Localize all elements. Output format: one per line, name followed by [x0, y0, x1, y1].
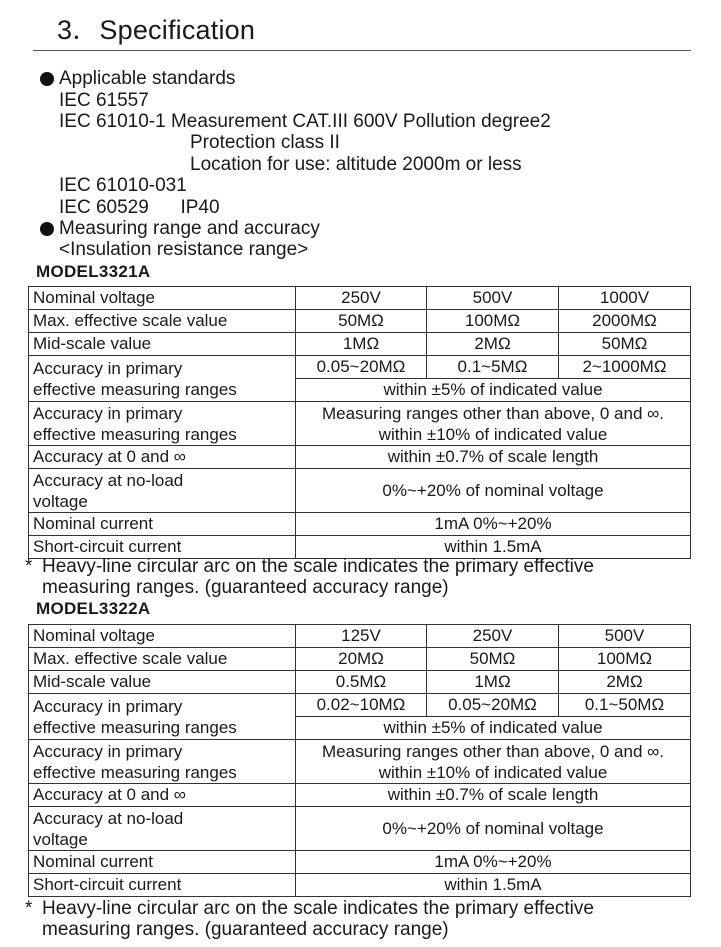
row-label: Mid-scale value	[29, 671, 296, 694]
table-row	[29, 469, 691, 513]
footnote-line: Heavy-line circular arc on the scale indicates the primary effective	[42, 898, 594, 919]
row-label-line: Accuracy in primary	[33, 741, 183, 761]
row-label	[29, 694, 296, 740]
row-label: Nominal current	[29, 851, 296, 874]
table-row	[29, 807, 691, 851]
row-label: Short-circuit current	[29, 536, 296, 559]
row-label-line: effective measuring ranges	[33, 717, 237, 737]
cell: within 1.5mA	[296, 536, 691, 559]
cell: 100MΩ	[427, 310, 559, 333]
cell: 0.05~20MΩ	[296, 356, 427, 379]
cell: 50MΩ	[296, 310, 427, 333]
table-row	[29, 784, 691, 807]
range-subtitle: <Insulation resistance range>	[59, 239, 309, 260]
table-row	[29, 356, 691, 379]
row-label: Nominal current	[29, 513, 296, 536]
row-label-line: Accuracy at no-load	[33, 470, 184, 490]
cell: within 1.5mA	[296, 874, 691, 897]
standards-heading: Applicable standards	[59, 68, 236, 89]
row-label-line: Accuracy in primary	[33, 696, 183, 716]
cell: 0.02~10MΩ	[296, 694, 427, 717]
row-label: Accuracy at 0 and ∞	[29, 784, 296, 807]
footnote-line: Heavy-line circular arc on the scale indicates the primary effective	[42, 556, 594, 577]
row-label-line: Accuracy in primary	[33, 358, 183, 378]
title-divider	[33, 50, 691, 51]
footnote-mark: *	[25, 898, 33, 919]
cell: 100MΩ	[559, 648, 691, 671]
cell: 0%~+20% of nominal voltage	[296, 469, 691, 513]
cell	[296, 740, 691, 784]
cell: 250V	[296, 287, 427, 310]
footnote-line: measuring ranges. (guaranteed accuracy range)	[42, 577, 449, 598]
row-label: Nominal voltage	[29, 287, 296, 310]
table-row	[29, 333, 691, 356]
cell: 20MΩ	[296, 648, 427, 671]
cell-line: Measuring ranges other than above, 0 and ∞.	[322, 403, 664, 423]
row-label: Max. effective scale value	[29, 310, 296, 333]
cell: within ±0.7% of scale length	[296, 446, 691, 469]
table-row	[29, 513, 691, 536]
cell: 125V	[296, 625, 427, 648]
table-row	[29, 694, 691, 717]
cell: within ±5% of indicated value	[296, 717, 691, 740]
spec-table	[28, 624, 691, 897]
footnote-mark: *	[25, 556, 33, 577]
cell: 500V	[559, 625, 691, 648]
footnote-line: measuring ranges. (guaranteed accuracy range)	[42, 919, 449, 940]
row-label: Short-circuit current	[29, 874, 296, 897]
cell: 1MΩ	[427, 671, 559, 694]
table-row	[29, 740, 691, 784]
section-title: 3．Specification	[57, 15, 256, 45]
cell: within ±0.7% of scale length	[296, 784, 691, 807]
cell: 50MΩ	[427, 648, 559, 671]
row-label-line: effective measuring ranges	[33, 379, 237, 399]
row-label	[29, 469, 296, 513]
range-heading: Measuring range and accuracy	[59, 218, 320, 239]
table-row	[29, 402, 691, 446]
row-label	[29, 807, 296, 851]
cell: 50MΩ	[559, 333, 691, 356]
table-row	[29, 671, 691, 694]
row-label-line: voltage	[33, 491, 88, 511]
cell: 2MΩ	[559, 671, 691, 694]
row-label: Max. effective scale value	[29, 648, 296, 671]
standard-line: IEC 60529 IP40	[59, 197, 220, 218]
cell: 0.5MΩ	[296, 671, 427, 694]
row-label	[29, 356, 296, 402]
cell-line: within ±10% of indicated value	[378, 424, 608, 444]
row-label-line: Accuracy in primary	[33, 403, 183, 423]
row-label-line: Accuracy at no-load	[33, 808, 184, 828]
table-row	[29, 310, 691, 333]
cell: 1000V	[559, 287, 691, 310]
cell: 2000MΩ	[559, 310, 691, 333]
cell: within ±5% of indicated value	[296, 379, 691, 402]
cell: 2MΩ	[427, 333, 559, 356]
table-row	[29, 625, 691, 648]
cell: 0.05~20MΩ	[427, 694, 559, 717]
table-row	[29, 874, 691, 897]
standard-line: IEC 61557	[59, 90, 149, 111]
standard-line: IEC 61010-031	[59, 175, 187, 196]
standard-line: Protection class II	[190, 132, 340, 153]
cell: 250V	[427, 625, 559, 648]
cell: 1mA 0%~+20%	[296, 513, 691, 536]
table-row	[29, 287, 691, 310]
table-row	[29, 851, 691, 874]
cell: 1mA 0%~+20%	[296, 851, 691, 874]
row-label: Mid-scale value	[29, 333, 296, 356]
cell	[296, 402, 691, 446]
row-label: Accuracy at 0 and ∞	[29, 446, 296, 469]
table-row	[29, 648, 691, 671]
cell: 0.1~50MΩ	[559, 694, 691, 717]
cell-line: Measuring ranges other than above, 0 and ∞.	[322, 741, 664, 761]
cell: 2~1000MΩ	[559, 356, 691, 379]
spec-table	[28, 286, 691, 559]
cell: 1MΩ	[296, 333, 427, 356]
cell-line: within ±10% of indicated value	[378, 762, 608, 782]
row-label-line: effective measuring ranges	[33, 424, 237, 444]
cell: 0%~+20% of nominal voltage	[296, 807, 691, 851]
cell: 500V	[427, 287, 559, 310]
standard-line: Location for use: altitude 2000m or less	[190, 154, 522, 175]
standard-line: IEC 61010-1 Measurement CAT.III 600V Pollution degree2	[59, 111, 551, 132]
model-name: MODEL3322A	[36, 599, 151, 618]
table-row	[29, 446, 691, 469]
row-label	[29, 740, 296, 784]
row-label-line: effective measuring ranges	[33, 762, 237, 782]
model-name: MODEL3321A	[36, 262, 151, 281]
row-label-line: voltage	[33, 829, 88, 849]
cell: 0.1~5MΩ	[427, 356, 559, 379]
row-label: Nominal voltage	[29, 625, 296, 648]
row-label	[29, 402, 296, 446]
